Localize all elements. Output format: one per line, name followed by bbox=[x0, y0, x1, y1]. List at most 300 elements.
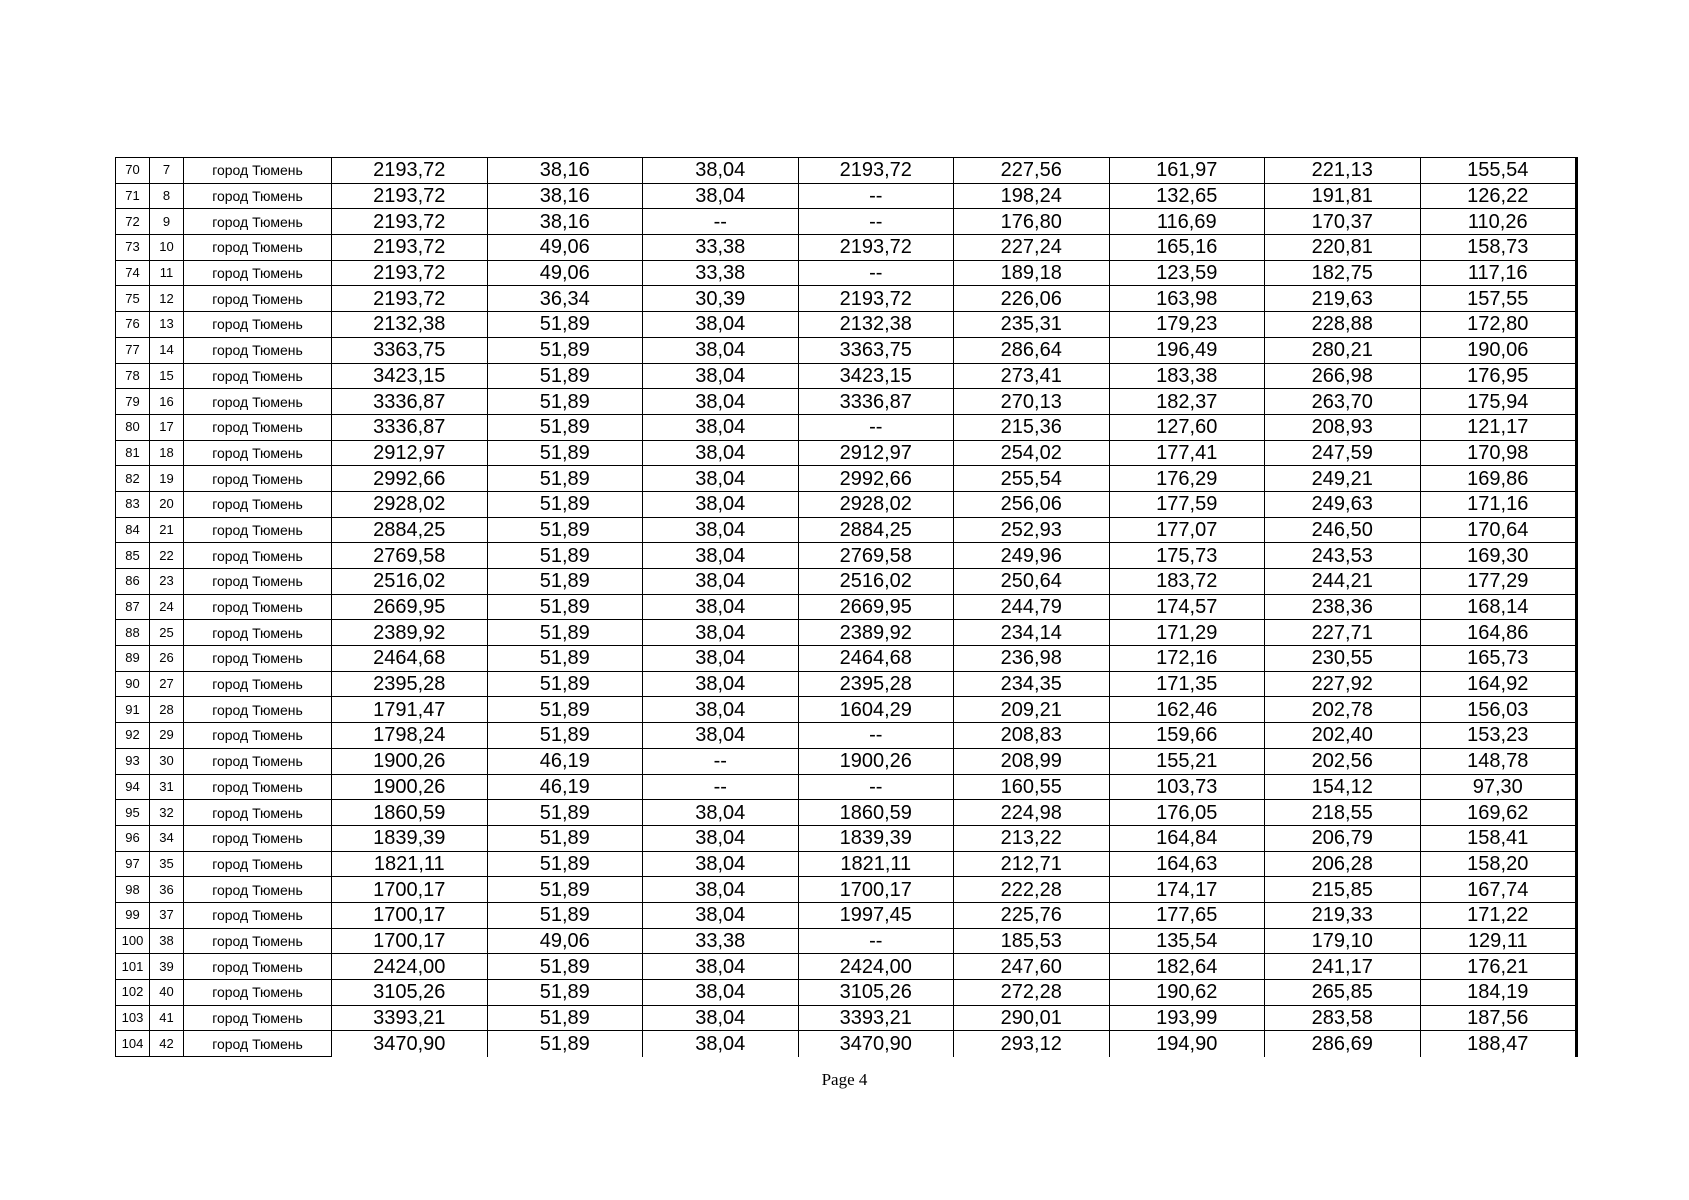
index-cell: 29 bbox=[150, 723, 184, 749]
value-cell: 160,55 bbox=[954, 774, 1110, 800]
index-cell: 10 bbox=[150, 235, 184, 261]
value-cell: 219,33 bbox=[1265, 902, 1421, 928]
value-cell: 1860,59 bbox=[332, 800, 488, 826]
value-cell: 224,98 bbox=[954, 800, 1110, 826]
city-cell: город Тюмень bbox=[184, 235, 332, 261]
row-number-cell: 76 bbox=[116, 312, 150, 338]
value-cell: 247,59 bbox=[1265, 440, 1421, 466]
table-row bbox=[116, 851, 1577, 877]
value-cell: 116,69 bbox=[1109, 209, 1265, 235]
value-cell: 38,04 bbox=[643, 363, 799, 389]
value-cell: 172,16 bbox=[1109, 646, 1265, 672]
value-cell: 206,28 bbox=[1265, 851, 1421, 877]
value-cell: 38,04 bbox=[643, 1005, 799, 1031]
value-cell: 2193,72 bbox=[332, 260, 488, 286]
table-row bbox=[116, 646, 1577, 672]
value-cell: 179,10 bbox=[1265, 928, 1421, 954]
value-cell: -- bbox=[798, 209, 954, 235]
value-cell: 169,86 bbox=[1420, 466, 1577, 492]
value-cell: 2992,66 bbox=[798, 466, 954, 492]
value-cell: 38,04 bbox=[643, 1031, 799, 1057]
value-cell: 157,55 bbox=[1420, 286, 1577, 312]
value-cell: 171,22 bbox=[1420, 902, 1577, 928]
city-cell: город Тюмень bbox=[184, 877, 332, 903]
value-cell: 2992,66 bbox=[332, 466, 488, 492]
index-cell: 18 bbox=[150, 440, 184, 466]
city-cell: город Тюмень bbox=[184, 774, 332, 800]
value-cell: 2193,72 bbox=[332, 158, 488, 184]
value-cell: 49,06 bbox=[487, 928, 643, 954]
value-cell: 286,69 bbox=[1265, 1031, 1421, 1057]
value-cell: 188,47 bbox=[1420, 1031, 1577, 1057]
value-cell: 290,01 bbox=[954, 1005, 1110, 1031]
value-cell: 38,04 bbox=[643, 569, 799, 595]
row-number-cell: 103 bbox=[116, 1005, 150, 1031]
value-cell: 174,57 bbox=[1109, 594, 1265, 620]
table-row bbox=[116, 491, 1577, 517]
value-cell: 38,04 bbox=[643, 697, 799, 723]
value-cell: 38,04 bbox=[643, 491, 799, 517]
index-cell: 7 bbox=[150, 158, 184, 184]
table-row bbox=[116, 877, 1577, 903]
value-cell: 155,54 bbox=[1420, 158, 1577, 184]
value-cell: 38,04 bbox=[643, 466, 799, 492]
value-cell: 129,11 bbox=[1420, 928, 1577, 954]
row-number-cell: 80 bbox=[116, 414, 150, 440]
city-cell: город Тюмень bbox=[184, 517, 332, 543]
value-cell: 46,19 bbox=[487, 748, 643, 774]
value-cell: 243,53 bbox=[1265, 543, 1421, 569]
index-cell: 42 bbox=[150, 1031, 184, 1057]
value-cell: 164,63 bbox=[1109, 851, 1265, 877]
row-number-cell: 90 bbox=[116, 671, 150, 697]
city-cell: город Тюмень bbox=[184, 954, 332, 980]
value-cell: 51,89 bbox=[487, 851, 643, 877]
value-cell: 2424,00 bbox=[798, 954, 954, 980]
index-cell: 12 bbox=[150, 286, 184, 312]
value-cell: 176,05 bbox=[1109, 800, 1265, 826]
row-number-cell: 78 bbox=[116, 363, 150, 389]
city-cell: город Тюмень bbox=[184, 980, 332, 1006]
index-cell: 21 bbox=[150, 517, 184, 543]
value-cell: 1900,26 bbox=[332, 748, 488, 774]
value-cell: 51,89 bbox=[487, 491, 643, 517]
index-cell: 27 bbox=[150, 671, 184, 697]
table-row bbox=[116, 594, 1577, 620]
city-cell: город Тюмень bbox=[184, 800, 332, 826]
table-row bbox=[116, 363, 1577, 389]
value-cell: 1791,47 bbox=[332, 697, 488, 723]
row-number-cell: 102 bbox=[116, 980, 150, 1006]
value-cell: 241,17 bbox=[1265, 954, 1421, 980]
value-cell: 121,17 bbox=[1420, 414, 1577, 440]
value-cell: 3363,75 bbox=[332, 337, 488, 363]
city-cell: город Тюмень bbox=[184, 902, 332, 928]
value-cell: 51,89 bbox=[487, 646, 643, 672]
value-cell: 234,14 bbox=[954, 620, 1110, 646]
value-cell: 193,99 bbox=[1109, 1005, 1265, 1031]
value-cell: -- bbox=[798, 414, 954, 440]
value-cell: 38,04 bbox=[643, 620, 799, 646]
index-cell: 38 bbox=[150, 928, 184, 954]
value-cell: 38,04 bbox=[643, 389, 799, 415]
value-cell: 235,31 bbox=[954, 312, 1110, 338]
value-cell: 36,34 bbox=[487, 286, 643, 312]
value-cell: -- bbox=[643, 748, 799, 774]
index-cell: 13 bbox=[150, 312, 184, 338]
value-cell: 2193,72 bbox=[332, 235, 488, 261]
table-row bbox=[116, 517, 1577, 543]
table-row bbox=[116, 235, 1577, 261]
value-cell: 51,89 bbox=[487, 671, 643, 697]
table-row bbox=[116, 337, 1577, 363]
value-cell: 3393,21 bbox=[332, 1005, 488, 1031]
value-cell: 38,04 bbox=[643, 980, 799, 1006]
value-cell: 156,03 bbox=[1420, 697, 1577, 723]
value-cell: 1900,26 bbox=[332, 774, 488, 800]
value-cell: 1700,17 bbox=[332, 902, 488, 928]
row-number-cell: 87 bbox=[116, 594, 150, 620]
index-cell: 22 bbox=[150, 543, 184, 569]
value-cell: 148,78 bbox=[1420, 748, 1577, 774]
table-row bbox=[116, 825, 1577, 851]
value-cell: 2669,95 bbox=[332, 594, 488, 620]
value-cell: 51,89 bbox=[487, 569, 643, 595]
value-cell: 38,04 bbox=[643, 723, 799, 749]
value-cell: 183,38 bbox=[1109, 363, 1265, 389]
value-cell: 51,89 bbox=[487, 800, 643, 826]
value-cell: 51,89 bbox=[487, 337, 643, 363]
value-cell: 51,89 bbox=[487, 363, 643, 389]
value-cell: 51,89 bbox=[487, 954, 643, 980]
value-cell: 51,89 bbox=[487, 697, 643, 723]
table-row bbox=[116, 389, 1577, 415]
index-cell: 40 bbox=[150, 980, 184, 1006]
table-row bbox=[116, 286, 1577, 312]
value-cell: 2464,68 bbox=[332, 646, 488, 672]
value-cell: 51,89 bbox=[487, 440, 643, 466]
value-cell: 2516,02 bbox=[332, 569, 488, 595]
value-cell: 184,19 bbox=[1420, 980, 1577, 1006]
value-cell: 51,89 bbox=[487, 389, 643, 415]
value-cell: 249,21 bbox=[1265, 466, 1421, 492]
value-cell: 2884,25 bbox=[332, 517, 488, 543]
value-cell: -- bbox=[798, 928, 954, 954]
row-number-cell: 99 bbox=[116, 902, 150, 928]
value-cell: 293,12 bbox=[954, 1031, 1110, 1057]
city-cell: город Тюмень bbox=[184, 569, 332, 595]
value-cell: 33,38 bbox=[643, 928, 799, 954]
row-number-cell: 75 bbox=[116, 286, 150, 312]
city-cell: город Тюмень bbox=[184, 440, 332, 466]
value-cell: 208,99 bbox=[954, 748, 1110, 774]
value-cell: 49,06 bbox=[487, 235, 643, 261]
value-cell: 38,04 bbox=[643, 440, 799, 466]
city-cell: город Тюмень bbox=[184, 183, 332, 209]
value-cell: 2912,97 bbox=[332, 440, 488, 466]
value-cell: 171,35 bbox=[1109, 671, 1265, 697]
value-cell: 3423,15 bbox=[798, 363, 954, 389]
value-cell: 254,02 bbox=[954, 440, 1110, 466]
city-cell: город Тюмень bbox=[184, 697, 332, 723]
value-cell: 212,71 bbox=[954, 851, 1110, 877]
value-cell: 2193,72 bbox=[332, 286, 488, 312]
value-cell: 38,04 bbox=[643, 825, 799, 851]
index-cell: 17 bbox=[150, 414, 184, 440]
index-cell: 36 bbox=[150, 877, 184, 903]
value-cell: 38,04 bbox=[643, 337, 799, 363]
value-cell: 238,36 bbox=[1265, 594, 1421, 620]
value-cell: 170,64 bbox=[1420, 517, 1577, 543]
value-cell: 2769,58 bbox=[798, 543, 954, 569]
city-cell: город Тюмень bbox=[184, 620, 332, 646]
value-cell: 2395,28 bbox=[798, 671, 954, 697]
row-number-cell: 94 bbox=[116, 774, 150, 800]
value-cell: 1798,24 bbox=[332, 723, 488, 749]
value-cell: 280,21 bbox=[1265, 337, 1421, 363]
index-cell: 9 bbox=[150, 209, 184, 235]
value-cell: 168,14 bbox=[1420, 594, 1577, 620]
value-cell: 51,89 bbox=[487, 723, 643, 749]
value-cell: 218,55 bbox=[1265, 800, 1421, 826]
page-number: Page 4 bbox=[821, 1070, 868, 1089]
index-cell: 26 bbox=[150, 646, 184, 672]
value-cell: 1997,45 bbox=[798, 902, 954, 928]
value-cell: 247,60 bbox=[954, 954, 1110, 980]
value-cell: 1839,39 bbox=[332, 825, 488, 851]
value-cell: 38,04 bbox=[643, 877, 799, 903]
city-cell: город Тюмень bbox=[184, 312, 332, 338]
value-cell: 2193,72 bbox=[332, 209, 488, 235]
value-cell: 2424,00 bbox=[332, 954, 488, 980]
value-cell: 177,07 bbox=[1109, 517, 1265, 543]
city-cell: город Тюмень bbox=[184, 825, 332, 851]
table-row bbox=[116, 723, 1577, 749]
value-cell: 3336,87 bbox=[332, 389, 488, 415]
value-cell: 187,56 bbox=[1420, 1005, 1577, 1031]
city-cell: город Тюмень bbox=[184, 363, 332, 389]
value-cell: 51,89 bbox=[487, 877, 643, 903]
value-cell: 202,56 bbox=[1265, 748, 1421, 774]
row-number-cell: 93 bbox=[116, 748, 150, 774]
row-number-cell: 83 bbox=[116, 491, 150, 517]
table-row bbox=[116, 260, 1577, 286]
value-cell: 3336,87 bbox=[798, 389, 954, 415]
value-cell: 1821,11 bbox=[332, 851, 488, 877]
value-cell: 1860,59 bbox=[798, 800, 954, 826]
row-number-cell: 71 bbox=[116, 183, 150, 209]
index-cell: 28 bbox=[150, 697, 184, 723]
table-row bbox=[116, 980, 1577, 1006]
value-cell: 51,89 bbox=[487, 312, 643, 338]
value-cell: 2464,68 bbox=[798, 646, 954, 672]
index-cell: 20 bbox=[150, 491, 184, 517]
value-cell: 182,64 bbox=[1109, 954, 1265, 980]
value-cell: 51,89 bbox=[487, 902, 643, 928]
value-cell: -- bbox=[798, 260, 954, 286]
index-cell: 32 bbox=[150, 800, 184, 826]
value-cell: 2669,95 bbox=[798, 594, 954, 620]
value-cell: 219,63 bbox=[1265, 286, 1421, 312]
table-row bbox=[116, 1005, 1577, 1031]
value-cell: 159,66 bbox=[1109, 723, 1265, 749]
value-cell: 177,41 bbox=[1109, 440, 1265, 466]
value-cell: 171,29 bbox=[1109, 620, 1265, 646]
value-cell: 236,98 bbox=[954, 646, 1110, 672]
row-number-cell: 73 bbox=[116, 235, 150, 261]
table-row bbox=[116, 414, 1577, 440]
value-cell: 155,21 bbox=[1109, 748, 1265, 774]
value-cell: 221,13 bbox=[1265, 158, 1421, 184]
row-number-cell: 82 bbox=[116, 466, 150, 492]
value-cell: 3105,26 bbox=[332, 980, 488, 1006]
value-cell: 2193,72 bbox=[798, 158, 954, 184]
index-cell: 15 bbox=[150, 363, 184, 389]
value-cell: 174,17 bbox=[1109, 877, 1265, 903]
index-cell: 34 bbox=[150, 825, 184, 851]
value-cell: 209,21 bbox=[954, 697, 1110, 723]
city-cell: город Тюмень bbox=[184, 671, 332, 697]
value-cell: 249,63 bbox=[1265, 491, 1421, 517]
value-cell: 1700,17 bbox=[798, 877, 954, 903]
value-cell: 176,29 bbox=[1109, 466, 1265, 492]
value-cell: 38,04 bbox=[643, 312, 799, 338]
value-cell: 1839,39 bbox=[798, 825, 954, 851]
value-cell: 183,72 bbox=[1109, 569, 1265, 595]
row-number-cell: 95 bbox=[116, 800, 150, 826]
value-cell: 185,53 bbox=[954, 928, 1110, 954]
value-cell: 2193,72 bbox=[798, 235, 954, 261]
row-number-cell: 72 bbox=[116, 209, 150, 235]
value-cell: 263,70 bbox=[1265, 389, 1421, 415]
city-cell: город Тюмень bbox=[184, 1031, 332, 1057]
index-cell: 19 bbox=[150, 466, 184, 492]
value-cell: 38,16 bbox=[487, 158, 643, 184]
value-cell: 208,93 bbox=[1265, 414, 1421, 440]
value-cell: 190,06 bbox=[1420, 337, 1577, 363]
value-cell: 226,06 bbox=[954, 286, 1110, 312]
value-cell: 117,16 bbox=[1420, 260, 1577, 286]
city-cell: город Тюмень bbox=[184, 646, 332, 672]
value-cell: 38,04 bbox=[643, 851, 799, 877]
table-row bbox=[116, 928, 1577, 954]
value-cell: -- bbox=[798, 774, 954, 800]
value-cell: 3423,15 bbox=[332, 363, 488, 389]
value-cell: 38,04 bbox=[643, 800, 799, 826]
value-cell: 51,89 bbox=[487, 517, 643, 543]
value-cell: 177,59 bbox=[1109, 491, 1265, 517]
row-number-cell: 92 bbox=[116, 723, 150, 749]
value-cell: 227,24 bbox=[954, 235, 1110, 261]
index-cell: 35 bbox=[150, 851, 184, 877]
value-cell: 2132,38 bbox=[798, 312, 954, 338]
value-cell: 164,92 bbox=[1420, 671, 1577, 697]
table-row bbox=[116, 774, 1577, 800]
value-cell: 215,36 bbox=[954, 414, 1110, 440]
value-cell: 194,90 bbox=[1109, 1031, 1265, 1057]
index-cell: 30 bbox=[150, 748, 184, 774]
row-number-cell: 89 bbox=[116, 646, 150, 672]
value-cell: 38,04 bbox=[643, 183, 799, 209]
value-cell: 132,65 bbox=[1109, 183, 1265, 209]
city-cell: город Тюмень bbox=[184, 543, 332, 569]
value-cell: 227,71 bbox=[1265, 620, 1421, 646]
value-cell: 175,73 bbox=[1109, 543, 1265, 569]
value-cell: 3470,90 bbox=[332, 1031, 488, 1057]
value-cell: 38,04 bbox=[643, 902, 799, 928]
index-cell: 39 bbox=[150, 954, 184, 980]
value-cell: 2193,72 bbox=[798, 286, 954, 312]
value-cell: 38,04 bbox=[643, 414, 799, 440]
city-cell: город Тюмень bbox=[184, 389, 332, 415]
table-row bbox=[116, 697, 1577, 723]
value-cell: 38,16 bbox=[487, 183, 643, 209]
value-cell: 51,89 bbox=[487, 1031, 643, 1057]
value-cell: 30,39 bbox=[643, 286, 799, 312]
value-cell: 2193,72 bbox=[332, 183, 488, 209]
city-cell: город Тюмень bbox=[184, 851, 332, 877]
city-cell: город Тюмень bbox=[184, 209, 332, 235]
value-cell: 103,73 bbox=[1109, 774, 1265, 800]
value-cell: 38,04 bbox=[643, 646, 799, 672]
value-cell: 38,04 bbox=[643, 158, 799, 184]
value-cell: 250,64 bbox=[954, 569, 1110, 595]
table-row bbox=[116, 466, 1577, 492]
value-cell: 252,93 bbox=[954, 517, 1110, 543]
value-cell: -- bbox=[798, 723, 954, 749]
table-row bbox=[116, 440, 1577, 466]
index-cell: 11 bbox=[150, 260, 184, 286]
value-cell: 127,60 bbox=[1109, 414, 1265, 440]
value-cell: 165,16 bbox=[1109, 235, 1265, 261]
value-cell: 161,97 bbox=[1109, 158, 1265, 184]
value-cell: 38,16 bbox=[487, 209, 643, 235]
value-cell: 158,20 bbox=[1420, 851, 1577, 877]
index-cell: 31 bbox=[150, 774, 184, 800]
value-cell: 225,76 bbox=[954, 902, 1110, 928]
value-cell: 33,38 bbox=[643, 260, 799, 286]
value-cell: 51,89 bbox=[487, 620, 643, 646]
index-cell: 23 bbox=[150, 569, 184, 595]
city-cell: город Тюмень bbox=[184, 748, 332, 774]
city-cell: город Тюмень bbox=[184, 158, 332, 184]
index-cell: 8 bbox=[150, 183, 184, 209]
value-cell: 222,28 bbox=[954, 877, 1110, 903]
value-cell: 49,06 bbox=[487, 260, 643, 286]
value-cell: 215,85 bbox=[1265, 877, 1421, 903]
value-cell: 227,92 bbox=[1265, 671, 1421, 697]
value-cell: 1700,17 bbox=[332, 877, 488, 903]
value-cell: 189,18 bbox=[954, 260, 1110, 286]
value-cell: 162,46 bbox=[1109, 697, 1265, 723]
row-number-cell: 70 bbox=[116, 158, 150, 184]
value-cell: 51,89 bbox=[487, 543, 643, 569]
value-cell: 196,49 bbox=[1109, 337, 1265, 363]
value-cell: 244,21 bbox=[1265, 569, 1421, 595]
value-cell: 213,22 bbox=[954, 825, 1110, 851]
value-cell: 2516,02 bbox=[798, 569, 954, 595]
table-row bbox=[116, 569, 1577, 595]
value-cell: 227,56 bbox=[954, 158, 1110, 184]
value-cell: 283,58 bbox=[1265, 1005, 1421, 1031]
value-cell: 38,04 bbox=[643, 543, 799, 569]
value-cell: 2928,02 bbox=[798, 491, 954, 517]
value-cell: 265,85 bbox=[1265, 980, 1421, 1006]
value-cell: 3393,21 bbox=[798, 1005, 954, 1031]
table-row bbox=[116, 543, 1577, 569]
value-cell: 172,80 bbox=[1420, 312, 1577, 338]
value-cell: 1821,11 bbox=[798, 851, 954, 877]
